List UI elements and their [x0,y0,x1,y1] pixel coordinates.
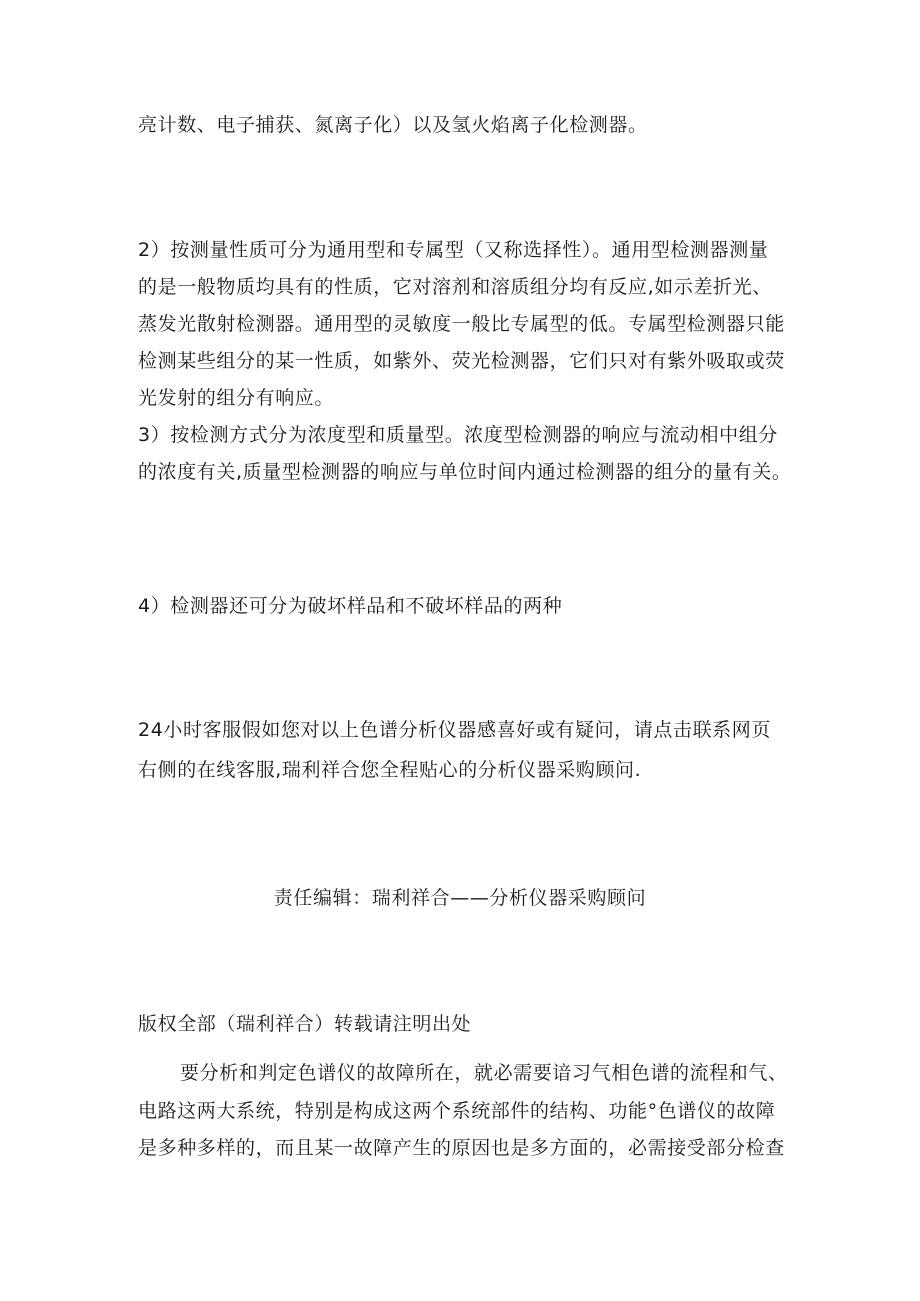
text-line: 2）按测量性质可分为通用型和专属型（又称选择性）。通用型检测器测量 [138,239,769,261]
text-line: 光发射的组分有响应。 [138,387,335,409]
text-line: 4）检测器还可分为破坏样品和不破坏样品的两种 [138,595,563,617]
text-line: 3）按检测方式分为浓度型和质量型。浓度型检测器的响应与流动相中组分 [138,424,778,446]
editor-credit: 责任编辑：瑞利祥合——分析仪器采购顾问 [273,887,647,909]
copyright-notice: 版权全部（瑞利祥合）转载请注明出处 [138,1013,472,1035]
text-line: 24小时客服假如您对以上色谱分析仪器感喜好或有疑问，请点击联系网页 [138,719,771,741]
text-line: 要分析和判定色谱仪的故障所在，就必需要谙习气相色谱的流程和气、 [180,1062,788,1084]
text-line: 亮计数、电子捕获、氮离子化）以及氢火焰离子化检测器。 [138,114,648,136]
text-line: 的浓度有关,质量型检测器的响应与单位时间内通过检测器的组分的量有关。 [138,461,792,483]
text-line: 是多种多样的，而且某一故障产生的原因也是多方面的，必需接受部分检查 [138,1137,785,1159]
text-line: 右侧的在线客服,瑞利祥合您全程贴心的分析仪器采购顾问. [138,759,642,781]
text-line: 蒸发光散射检测器。通用型的灵敏度一般比专属型的低。专属型检测器只能 [138,313,785,335]
text-line: 检测某些组分的某一性质，如紫外、荧光检测器，它们只对有紫外吸取或荧 [138,350,785,372]
text-line: 的是一般物质均具有的性质，它对溶剂和溶质组分均有反应,如示差折光、 [138,276,772,298]
text-line: 电路这两大系统，特别是构成这两个系统部件的结构、功能°色谱仪的故障 [138,1100,776,1122]
